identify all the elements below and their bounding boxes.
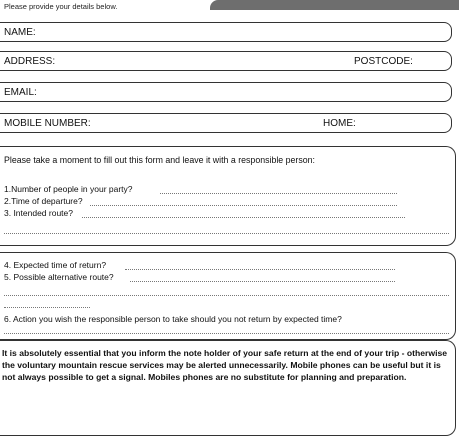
email-label: EMAIL: xyxy=(4,87,37,98)
route-answer-line[interactable] xyxy=(82,217,405,218)
question-return-time: 4. Expected time of return? xyxy=(4,260,107,270)
name-field-row xyxy=(0,22,452,42)
form-intro: Please provide your details below. xyxy=(4,2,118,11)
postcode-input[interactable] xyxy=(414,54,450,71)
name-label: NAME: xyxy=(4,27,36,38)
return-answer-line[interactable] xyxy=(125,269,395,270)
question-alt-route: 5. Possible alternative route? xyxy=(4,272,114,282)
trip-details-box xyxy=(0,146,456,246)
header-tab-decoration xyxy=(210,0,459,10)
alt-route-answer-line-3[interactable] xyxy=(4,307,90,308)
safety-notice: It is absolutely essential that you inform the note holder of your safe return at the end of your trip - otherwise the voluntary mountain rescue services may be alerted unnecessarily. Mobile phones can be useful but it is not always possible to get a signal. Mobiles phones are no substitute for planning and preparation. xyxy=(2,348,448,382)
mobile-label: MOBILE NUMBER: xyxy=(4,118,91,129)
address-field-row xyxy=(0,51,452,71)
party-size-answer-line[interactable] xyxy=(160,193,397,194)
home-label: HOME: xyxy=(323,118,356,129)
postcode-label: POSTCODE: xyxy=(354,56,413,67)
trip-heading: Please take a moment to fill out this form and leave it with a responsible person: xyxy=(4,155,315,165)
address-label: ADDRESS: xyxy=(4,56,56,67)
mobile-input[interactable] xyxy=(96,116,320,133)
home-input[interactable] xyxy=(360,116,449,133)
question-action: 6. Action you wish the responsible person to take should you not return by expected time? xyxy=(4,314,342,324)
route-answer-line-2[interactable] xyxy=(4,233,449,234)
email-input[interactable] xyxy=(45,85,449,102)
question-departure-time: 2.Time of departure? xyxy=(4,196,83,206)
alt-route-answer-line[interactable] xyxy=(130,281,395,282)
return-details-box xyxy=(0,252,456,340)
question-intended-route: 3. Intended route? xyxy=(4,208,74,218)
name-input[interactable] xyxy=(42,25,446,42)
question-party-size: 1.Number of people in your party? xyxy=(4,184,133,194)
action-answer-line[interactable] xyxy=(4,333,449,334)
address-input[interactable] xyxy=(60,54,349,71)
alt-route-answer-line-2[interactable] xyxy=(4,295,449,296)
departure-answer-line[interactable] xyxy=(90,205,397,206)
email-field-row xyxy=(0,82,452,102)
phone-field-row xyxy=(0,113,452,133)
